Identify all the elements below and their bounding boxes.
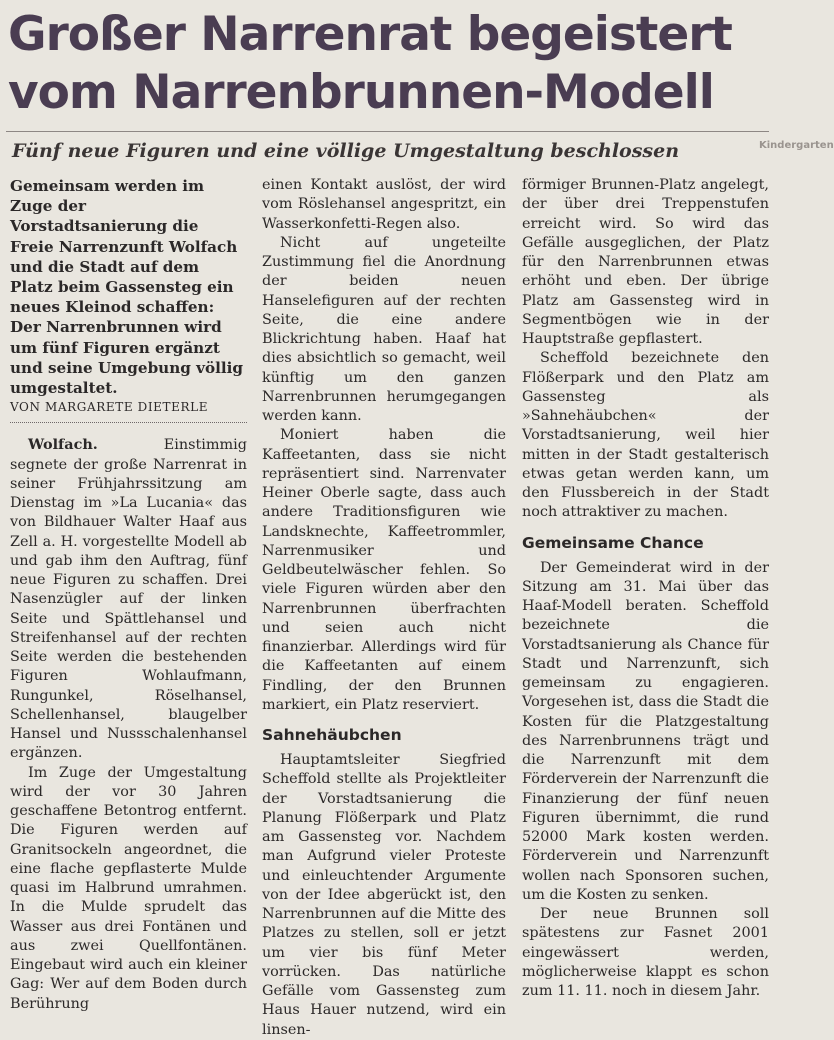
body-text: Einstimmig segnete der große Narrenrat in seiner Frühjahrssitzung am Dienstag im »La Lucania« das von Bildhauer Walter Haaf aus Zell a. H. vorgestellte Modell ab und gab ihm den Auftrag, fünf neue Figuren zu schaffen. Drei Nasenzügler auf der linken Seite und Spättlehansel und Streifenhansel auf der rechten Seite werden die bestehenden Figuren Wohlaufmann, Rungunkel, Röselhansel, Schellenhansel, blaugelber Hansel und Nussschalenhansel ergänzen.	[10, 437, 247, 762]
column-1	[10, 176, 247, 1014]
column-2	[262, 176, 506, 1040]
body-paragraph: Im Zuge der Umgestaltung wird der vor 30 Jahren geschaffene Betontrog entfernt. Die Figuren werden auf Granitsockeln angeordnet, die eine flache gepflasterte Mulde quasi im Halbrund umrahmen. In die Mulde sprudelt das Wasser aus drei Fontänen und aus zwei Quellfontänen. Eingebaut wird auch ein kleiner Gag: Wer auf dem Boden durch Berührung	[10, 764, 247, 1012]
dateline: Wolfach.	[28, 436, 98, 454]
section-heading-gemeinsame-chance: Gemeinsame Chance	[522, 533, 704, 552]
headline-line-2: vom Narrenbrunnen-Modell	[8, 65, 714, 120]
column-3	[522, 176, 769, 1001]
body-paragraph: förmiger Brunnen-Platz angelegt, der über drei Treppenstufen erreicht wird. So wird das Gefälle ausgeglichen, der Platz für den Narrenbrunnen etwas erhöht und eben. Der übrige Platz am Gassensteg wird in Segmentbögen wie in der Hauptstraße gepflastert.	[522, 177, 769, 347]
lead-paragraph: Gemeinsam werden im Zuge der Vorstadtsanierung die Freie Narrenzunft Wolfach und die Stadt auf dem Platz beim Gassensteg ein neues Kleinod schaffen: Der Narrenbrunnen wird um fünf Figuren ergänzt und seine Umgebung völlig umgestaltet.	[10, 177, 244, 398]
headline-line-1: Großer Narrenrat begeistert	[8, 7, 732, 62]
section-heading-sahnehaeubchen: Sahnehäubchen	[262, 726, 402, 744]
body-paragraph: Hauptamtsleiter Siegfried Scheffold stellte als Projektleiter der Vorstadtsanierung die Planung Flößerpark und Platz am Gassensteg vor. Nachdem man Aufgrund vieler Proteste und einleuchtender Argumente von der Idee abgerückt ist, den Narrenbrunnen auf die Mitte des Platzes zu stellen, soll er jetzt um vier bis fünf Meter vorrücken. Das natürliche Gefälle vom Gassensteg zum Haus Hauer nutzend, wird ein linsen-	[262, 752, 506, 1038]
adjacent-column-bleed: Kindergarten	[759, 140, 834, 151]
body-paragraph: Scheffold bezeichnete den Flößerpark und den Platz am Gassensteg als »Sahnehäubchen« der Vorstadtsanierung, weil hier mitten in der Stadt gestalterisch etwas getan werden kann, um den Flussbereich in der Stadt noch attraktiver zu machen.	[522, 350, 769, 521]
body-paragraph: Der Gemeinderat wird in der Sitzung am 31. Mai über das Haaf-Modell beraten. Scheffold bezeichnete die Vorstadtsanierung als Chance für Stadt und Narrenzunft, sich gemeinsam zu engagieren. Vorgesehen ist, dass die Stadt die Kosten für die Platzgestaltung des Narrenbrunnens trägt und die Narrenzunft mit dem Förderverein der Narrenzunft die Finanzierung der fünf neuen Figuren übernimmt, die rund 52000 Mark kosten werden. Förderverein und Narrenzunft wollen nach Sponsoren suchen, um die Kosten zu senken.	[522, 559, 769, 903]
body-paragraph: Nicht auf ungeteilte Zustimmung fiel die Anordnung der beiden neuen Hanselefiguren auf der rechten Seite, die eine andere Blickrichtung haben. Haaf hat dies absichtlich so gemacht, weil künftig um den ganzen Narrenbrunnen herumgegangen werden kann.	[262, 234, 506, 424]
byline: VON MARGARETE DIETERLE	[10, 398, 247, 423]
subheadline: Fünf neue Figuren und eine völlige Umgestaltung beschlossen	[12, 140, 680, 162]
headline	[8, 6, 768, 122]
body-paragraph: Der neue Brunnen soll spätestens zur Fasnet 2001 eingewässert werden, möglicherweise klappt es schon zum 11. 11. noch in diesem Jahr.	[522, 906, 769, 999]
body-paragraph: Moniert haben die Kaffeetanten, dass sie nicht repräsentiert sind. Narrenvater Heiner Oberle sagte, dass auch andere Traditionsfiguren wie Landsknechte, Kaffeetrommler, Narrenmusiker und Geldbeutelwäscher fehlen. So viele Figuren würden aber den Narrenbrunnen überfrachten und seien auch nicht finanzierbar. Allerdings wird für die Kaffeetanten auf einem Findling, der den Brunnen markiert, ein Platz reserviert.	[262, 427, 506, 713]
headline-rule	[6, 131, 769, 132]
body-paragraph: einen Kontakt auslöst, der wird vom Röslehansel angespritzt, ein Wasserkonfetti-Regen also.	[262, 177, 506, 232]
body-paragraph	[10, 435, 247, 763]
